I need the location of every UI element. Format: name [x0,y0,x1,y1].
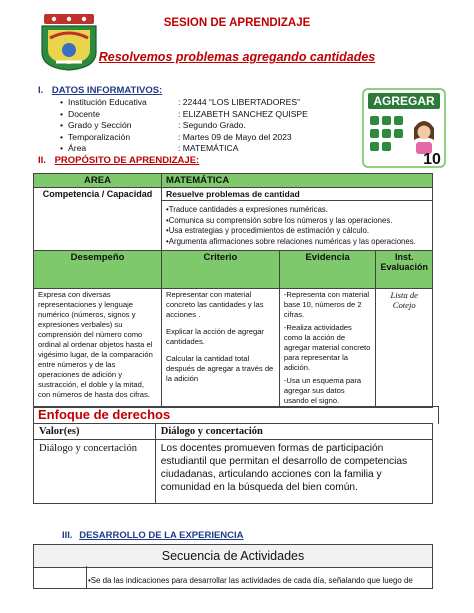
agregar-card-illustration [362,88,446,168]
secuencia-item: •Se da las indicaciones para desarrollar las actividades de cada día, señalando que luego de [88,576,413,585]
competencia-value: Resuelve problemas de cantidad [162,188,433,201]
desempeno-header: Desempeño [34,251,162,289]
enfoque-title: Enfoque de derechos [33,406,439,424]
datos-value: : ELIZABETH SANCHEZ QUISPE [178,108,308,119]
datos-label: Docente [68,108,101,119]
card-word: AGREGAR [373,94,435,108]
section-number: I. [38,85,44,96]
evidencia-item: -Representa con material base 10, números de 2 cifras. [283,290,370,319]
enfoque-col-header: Diálogo y concertación [155,424,432,440]
capacidad-item: •Argumenta afirmaciones sobre relaciones numéricas y las operaciones. [166,236,416,246]
section-number: II. [38,155,46,166]
section-datos-heading [38,85,162,96]
datos-label: Grado y Sección [68,120,132,130]
section-label: PROPÓSITO DE APRENDIZAJE: [54,155,200,166]
datos-label: Temporalización [68,131,131,142]
section-desarrollo-heading [62,530,244,541]
criterio-header: Criterio [162,251,280,289]
datos-value: : Martes 09 de Mayo del 2023 [178,131,292,142]
criterio-item: Explicar la acción de agregar cantidades. [166,327,264,346]
secuencia-title: Secuencia de Actividades [33,544,433,568]
datos-value: : Segundo Grado. [178,120,246,130]
competencia-label: Competencia / Capacidad [34,188,162,251]
card-number: 10 [423,151,441,168]
session-title: SESION DE APRENDIZAJE [163,17,311,29]
datos-row: • Temporalización : Martes 09 de Mayo del 2023 [60,131,292,142]
evidencia-header: Evidencia [279,251,376,289]
datos-value: : 22444 “LOS LIBERTADORES” [178,97,300,107]
criterio-item: Calcular la cantidad total después de agregar a través de la adición [166,354,274,383]
criterio-item: Representar con material concreto las cantidades y las acciones . [166,290,264,319]
valor-value: Diálogo y concertación [34,440,156,504]
datos-value: : MATEMÁTICA [178,143,239,153]
proposito-table [33,173,433,408]
evidencia-item: -Realiza actividades como la acción de agregar material concreto para representar la adición. [283,323,371,372]
datos-row: • Institución Educativa : 22444 “LOS LIBERTADORES” [60,97,300,107]
datos-row: • Docente : ELIZABETH SANCHEZ QUISPE [60,108,308,119]
session-subtitle: Resolvemos problemas agregando cantidades [98,50,376,64]
capacidades-list [162,201,433,251]
desempeno-text: Expresa con diversas representaciones y lenguaje numérico (números, signos y expresiones verbales) su comprensión del número como ordinal al ordenar objetos hasta el vigésimo lugar, de la comparación entre números y de las operaciones de adición y sustracción, el doble y la mitad, con números de hasta dos cifras. [34,289,162,408]
section-number: III. [62,530,73,541]
column-divider [86,566,87,588]
datos-list [60,97,360,157]
section-proposito-heading [38,155,199,166]
instrumento-value: Lista de Cotejo [376,289,433,408]
area-value: MATEMÁTICA [162,174,433,188]
secuencia-row [33,566,433,589]
enfoque-description: Los docentes promueven formas de participación estudiantil que permitan el desarrollo de competencias ciudadanas, articulando acciones con la familia y comunidad en la búsqueda del bien común. [155,440,432,504]
area-label: AREA [34,174,162,188]
section-label: DESARROLLO DE LA EXPERIENCIA [79,530,244,541]
evidencia-item: -Usa un esquema para agregar sus datos usando el signo. [283,376,362,405]
datos-row: • Área : MATEMÁTICA [60,143,239,153]
criterio-list [162,289,280,408]
instrumento-header: Inst. Evaluación [376,251,433,289]
capacidad-item: •Traduce cantidades a expresiones numéricas. [166,205,328,214]
section-label: DATOS INFORMATIVOS: [51,85,163,96]
valores-header: Valor(es) [34,424,156,440]
datos-row: • Grado y Sección : Segundo Grado. [60,120,246,130]
capacidad-item: •Comunica su comprensión sobre los números y las operaciones. [166,215,393,225]
datos-label: Institución Educativa [68,97,147,107]
enfoque-table [33,423,433,504]
datos-label: Área [68,143,87,153]
capacidad-item: •Usa estrategias y procedimientos de estimación y cálculo. [166,226,369,235]
evidencia-list [279,289,376,408]
